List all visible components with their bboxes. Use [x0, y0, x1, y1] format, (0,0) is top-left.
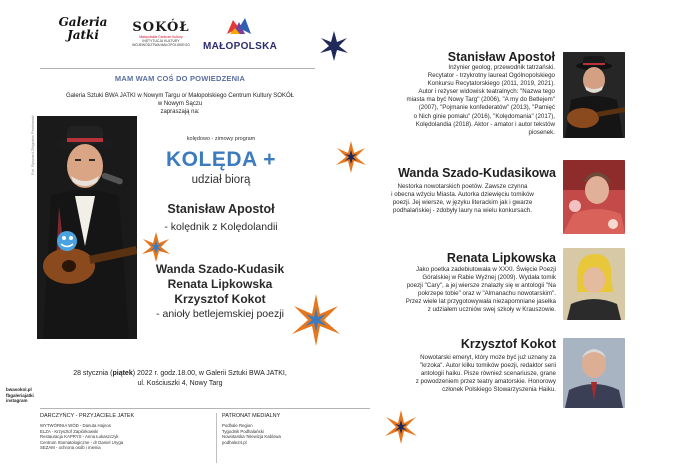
footer-divider — [40, 408, 370, 409]
bio-text-apostol — [360, 64, 555, 137]
navy-star-icon — [318, 30, 350, 62]
szado-kudasikowa-photo — [563, 160, 625, 234]
bio-line: z powodzeniem przez teatry amatorskie. Honorowy — [415, 378, 556, 386]
bio-name-kokot: Krzysztof Kokot — [460, 337, 556, 351]
galeria-logo-line2: Jatki — [67, 28, 99, 42]
bio-text-lipkowska — [356, 266, 556, 315]
bio-line: poezji. Jej wiersze, w języku literackim jak i gwarze — [392, 199, 533, 207]
kokot-photo — [563, 338, 625, 408]
event-date — [30, 369, 330, 389]
bio-line: Recytator - trzykrotny laureat Ogólnopolskiego — [427, 72, 555, 80]
performer-illustration — [37, 116, 137, 339]
bio-line: Jako poetka zadebiutowała w XXXI. Święcie Poezji — [416, 266, 556, 273]
instagram-link[interactable]: instagram — [6, 398, 28, 403]
intro-line1: Galeria Sztuki BWA JATKI w Nowym Targu o/ Małopolskiego Centrum Kultury SOKÓŁ — [66, 93, 294, 99]
facebook-link[interactable]: fbgaleriajatki — [6, 392, 34, 398]
bio-line: Nestorka nowotarskich poetów. Zawsze czynna — [397, 183, 528, 190]
bio-line: o Nich ginie pomału" (2016), "Kolędomania" (2017), — [413, 112, 555, 120]
lipkowska-photo — [563, 248, 625, 320]
photo-credit: Fot. Ryszard Zbigniew Pewłowski — [30, 115, 35, 175]
malopolska-emblem-icon — [224, 17, 254, 35]
event-title: KOLĘDA + — [166, 148, 276, 171]
media-item: Tygodnik Podhalański — [222, 428, 264, 434]
large-orange-star-icon — [288, 292, 344, 348]
sokol-logo-sub3: WOJEWÓDZTWA MAŁOPOLSKIEGO — [132, 43, 190, 47]
sponsor-item: WYTWÓRNIA WÓD - Danuta Hajnos — [40, 423, 111, 428]
bio-line: Nowotarski emeryt, który może być już uznany za — [420, 354, 556, 361]
event-date-line — [30, 369, 330, 379]
bio-line: pokrzepe tobie" oraz w "Almanachu nowotarskim". — [418, 290, 556, 298]
footer-column-divider — [216, 413, 217, 463]
szado-kudasikowa-portrait — [563, 160, 625, 234]
bio-text-szado-kudasikowa — [365, 183, 560, 215]
bio-line: Góralskiej w Rabie Wyżnej (2009). Wydała tomik — [422, 274, 556, 282]
sokol-logo-sub1: Małopolskie Centrum Kultury — [139, 35, 183, 39]
bio-line: Konkursu Recytatorskiego (2011, 2019, 2021). — [427, 80, 555, 88]
sponsor-item: SEZAM - ochrona osób i mienia — [40, 445, 101, 451]
bio-line: Autor i reżyser widowisk teatralnych: "Nazwa tego — [418, 88, 555, 96]
bio-line: Przez wiele lat przygotowywała niezapomniane jasełka — [405, 298, 556, 306]
sokol-logo-sub2: INSTYTUCJA KULTURY — [142, 39, 180, 43]
sponsors-title: DARCZYŃCY - PRZYJACIELE JATEK — [40, 413, 135, 419]
event-address: ul. Kościuszki 4, Nowy Targ — [137, 380, 223, 387]
poster-header-title: MAM WAM COŚ DO POWIEDZENIA — [114, 74, 246, 83]
bio-name-szado-kudasikowa: Wanda Szado-Kudasikowa — [398, 166, 556, 180]
sokol-logo-word: SOKÓŁ — [132, 20, 190, 35]
media-item: Nowotarska Telewizja Kablowa — [222, 434, 281, 440]
social-links — [6, 387, 34, 404]
website-link[interactable]: bwasokol.pl — [6, 387, 32, 392]
bio-line: antologii haiku. Pisze również scenariusze, grane — [420, 370, 556, 378]
event-time-place: ) 2022 r. godz.18.00, w Galerii Sztuki BWA JATKI, — [132, 370, 287, 377]
malopolska-logo-word: MAŁOPOLSKA — [203, 41, 278, 52]
galeria-logo-line1: Galeria — [58, 15, 108, 29]
bio-line: piosenek. — [528, 128, 555, 136]
sponsors-list — [40, 423, 123, 451]
intro-line2: w Nowym Sączu — [157, 101, 203, 107]
media-item: podhale24.pl — [222, 439, 247, 445]
performer-group-name: Krzysztof Kokot — [174, 292, 266, 306]
performer-group-name: Renata Lipkowska — [167, 277, 273, 291]
bio-text-kokot — [356, 354, 556, 394]
sponsor-item: ELZA - Krzysztof Zapiórkowski — [40, 428, 99, 434]
malopolska-logo — [203, 17, 278, 52]
bio-line: z udziałem uczniów swej szkoły w Krauszowie. — [427, 306, 556, 314]
bio-line: podhalańskiej - zdobyły laury na wielu konkursach. — [393, 207, 532, 215]
bottom-orange-star-icon — [383, 409, 419, 445]
sokol-logo — [128, 20, 194, 47]
intro-text — [40, 92, 320, 116]
orange-star-small-icon — [140, 231, 172, 263]
media-patronage-list — [222, 423, 281, 445]
event-weekday: piątek — [112, 370, 133, 377]
performer1-description: - kolędnik z Kolędolandii — [164, 221, 278, 233]
bio-line: (2007), "Pojmanie konfederatów" (2013), "Pamięć — [418, 104, 555, 112]
bio-name-lipkowska: Renata Lipkowska — [446, 251, 556, 265]
apostol-photo — [563, 52, 625, 138]
bio-line: Kolędolandia (2018). Aktor - amator i autor tekstów — [415, 120, 555, 128]
event-subtitle: udział biorą — [191, 174, 251, 186]
performer-group-names — [140, 262, 300, 307]
performer-group-description: - anioły betlejemskiej poezji — [156, 308, 284, 320]
bio-line: Inżynier geolog, przewodnik tatrzański. — [448, 64, 555, 71]
event-day: 28 stycznia ( — [73, 370, 113, 377]
program-type: kolędowo - zimowy program — [186, 136, 256, 142]
performer-group-name: Wanda Szado-Kudasik — [155, 262, 285, 276]
bio-line: "krzoka". Autor kilku tomików poezji, redaktor serii — [419, 362, 556, 370]
bio-line: i obecna wżyciu Miasta. Autorka dziewięciu tomików — [391, 191, 534, 199]
bio-line: miasta ma być Nowy Targ" (2006), "A my do Betlejem" — [406, 96, 555, 104]
galeria-jatki-logo — [58, 16, 108, 54]
media-patronage-title: PATRONAT MEDIALNY — [222, 413, 281, 419]
bio-name-apostol: Stanisław Apostoł — [447, 50, 555, 64]
performer-photo — [37, 116, 137, 339]
orange-star-icon — [334, 140, 368, 174]
apostol-portrait — [563, 52, 625, 138]
performer1-name: Stanisław Apostoł — [167, 202, 275, 216]
kokot-portrait — [563, 338, 625, 408]
lipkowska-portrait — [563, 248, 625, 320]
sponsor-item: Restauracja KAPRYS - Anna Łukaszczyk — [40, 434, 119, 440]
intro-line3: zapraszają na: — [160, 109, 200, 115]
bio-line: członek Polskiego Stowarzyszenia Haiku. — [442, 386, 556, 394]
sponsor-item: Centrum Stomatologiczne - dr Daniel Uryga — [40, 439, 124, 445]
header-divider — [40, 68, 315, 69]
bio-line: poezji "Cary", a jej wiersze znalazły się w antologii "Na — [406, 282, 556, 290]
media-item: Podhale Region — [222, 423, 253, 428]
